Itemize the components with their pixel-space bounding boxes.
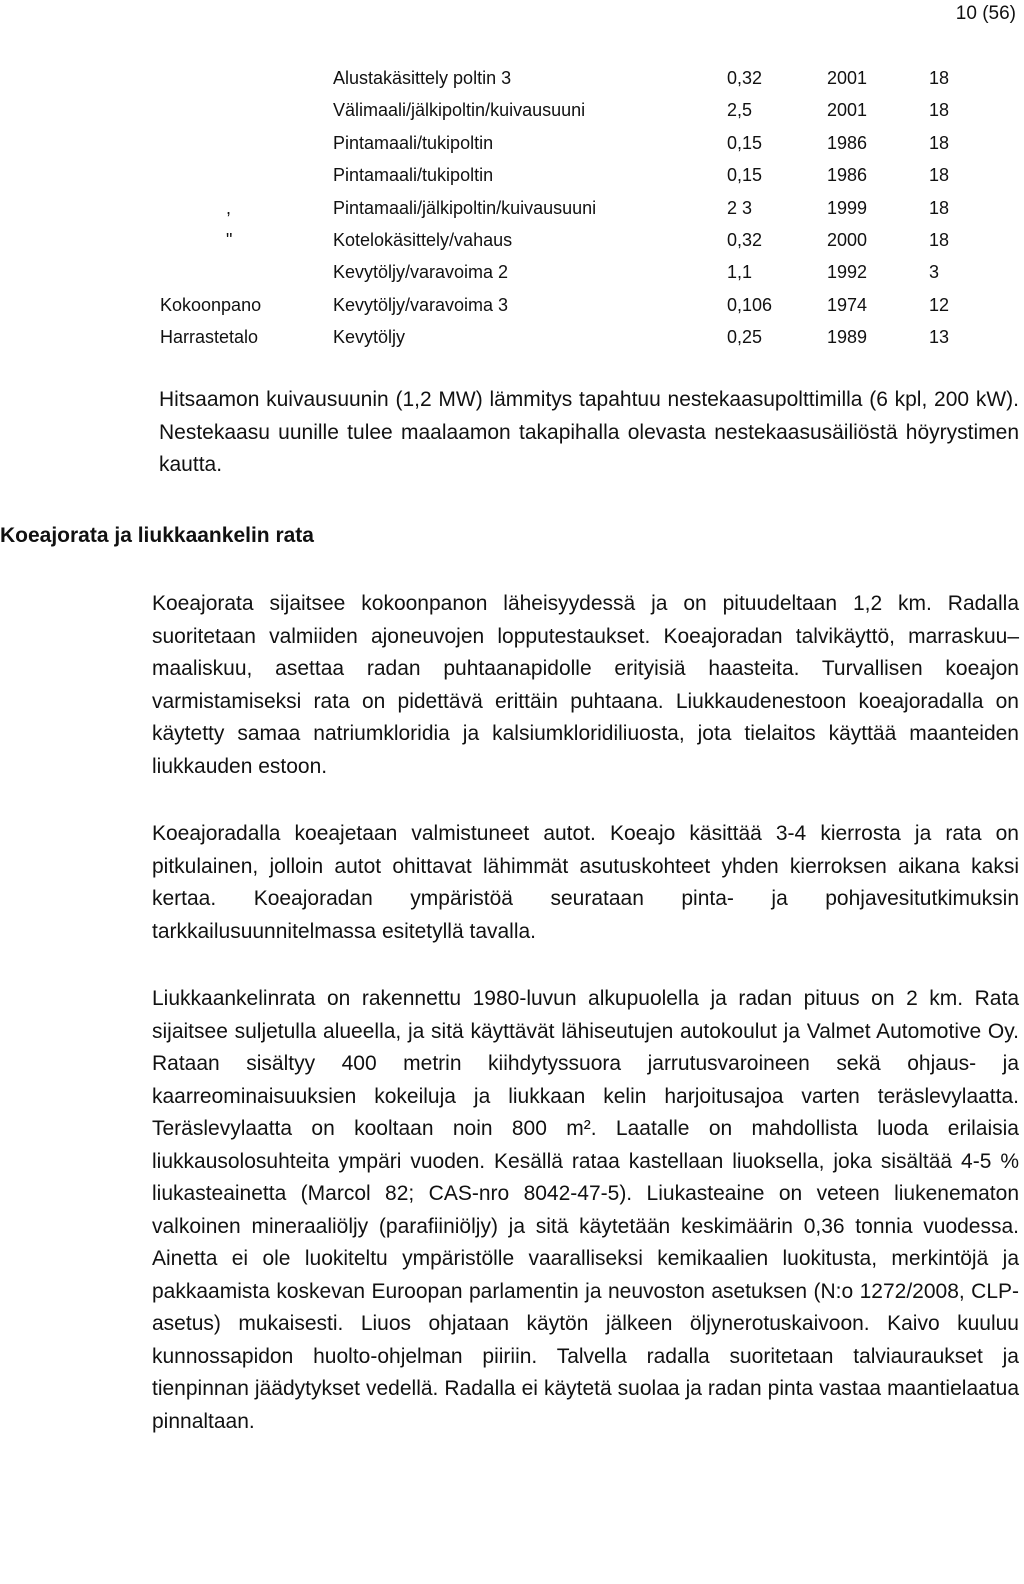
year-cell: 2001 bbox=[827, 100, 868, 121]
power-cell: 0,25 bbox=[727, 327, 763, 348]
hours-cell: 18 bbox=[929, 132, 950, 153]
year-cell: 1986 bbox=[827, 165, 868, 186]
table-row bbox=[0, 256, 1024, 288]
table-row bbox=[0, 321, 1024, 353]
year-cell: 1986 bbox=[827, 132, 868, 153]
table-row bbox=[0, 224, 1024, 256]
mark-cell: , bbox=[226, 197, 232, 218]
year-cell: 1999 bbox=[827, 197, 868, 218]
description-cell: Kevytöljy bbox=[333, 327, 406, 348]
table-row bbox=[0, 192, 1024, 224]
description-cell: Välimaali/jälkipoltin/kuivausuuni bbox=[333, 100, 586, 121]
hours-cell: 18 bbox=[929, 229, 950, 250]
paragraph-test-track: Koeajorata sijaitsee kokoonpanon läheisyydessä ja on pituudeltaan 1,2 km. Radalla suoritetaan valmiiden ajoneuvojen lopputestaukset. Koeajoradan talvikäyttö, marraskuu–maaliskuu, asettaa radan puhtaanapidolle erityisiä haasteita. Turvallisen koeajon varmistamiseksi rata on pidettävä erittäin puhtaana. Liukkaudenestoon koeajoradalla on käytetty samaa natriumkloridia ja kalsiumkloridiliuosta, jota tielaitos käyttää maanteiden liukkauden estoon. bbox=[152, 592, 1019, 778]
paragraph-test-drives: Koeajoradalla koeajetaan valmistuneet autot. Koeajo käsittää 3-4 kierrosta ja rata on pitkulainen, jolloin autot ohittavat lähimmät asutuskohteet yhden kierroksen aikana kaksi kertaa. Koeajoradan ympäristöä seurataan pinta- ja pohjavesitutkimuksin tarkkailusuunnitelmassa esitetyllä tavalla. bbox=[152, 822, 1019, 943]
hours-cell: 18 bbox=[929, 100, 950, 121]
power-cell: 0,32 bbox=[727, 229, 763, 250]
power-cell: 0,15 bbox=[727, 132, 763, 153]
hours-cell: 13 bbox=[929, 327, 950, 348]
paragraph-skid-track: Liukkaankelinrata on rakennettu 1980-luvun alkupuolella ja radan pituus on 2 km. Rata sijaitsee suljetulla alueella, ja sitä käyttävät lähiseutujen autokoulut ja Valmet Automotive Oy. Rataan sisältyy 400 metrin kiihdytyssuora jarrutusvaroineen sekä ohjaus- ja kaarreominaisuuksien kokeiluja ja liukkaan kelin harjoitusajoa varten teräslevylaatta. Teräslevylaatta on kooltaan noin 800 m². Laatalle on mahdollista luoda erilaisia liukkausolosuhteita ympäri vuoden. Kesällä rataa kastellaan liuoksella, joka sisältää 4-5 % liukasteainetta (Marcol 82; CAS-nro 8042-47-5). Liukasteaine on veteen liukenematon valkoinen mineraaliöljy (parafiiniöljy) ja sitä käytetään keskimäärin 0,36 tonnia vuodessa. Ainetta ei ole luokiteltu ympäristölle vaaralliseksi kemikaalien luokitusta, merkintöjä ja pakkaamista koskevan Euroopan parlamentin ja neuvoston asetuksen (N:o 1272/2008, CLP-asetus) mukaisesti. Liuos ohjataan käytön jälkeen öljynerotuskaivoon. Kaivo kuuluu kunnossapidon huolto-ohjelman piiriin. Talvella radalla suoritetaan talviauraukset ja tienpinnan jäädytykset vedellä. Radalla ei käytetä suolaa ja radan pinta vastaa maantielaatua pinnaltaan. bbox=[152, 987, 1019, 1433]
table-row bbox=[0, 94, 1024, 126]
hours-cell: 18 bbox=[929, 165, 950, 186]
section-heading: Koeajorata ja liukkaankelin rata bbox=[0, 524, 314, 547]
power-cell: 2 3 bbox=[727, 197, 753, 218]
power-cell: 0,106 bbox=[727, 294, 773, 315]
power-cell: 1,1 bbox=[727, 262, 753, 283]
year-cell: 2001 bbox=[827, 68, 868, 88]
description-cell: Pintamaali/tukipoltin bbox=[333, 165, 494, 186]
power-cell: 0,32 bbox=[727, 68, 763, 88]
year-cell: 1992 bbox=[827, 262, 868, 283]
table-row bbox=[0, 127, 1024, 159]
hours-cell: 3 bbox=[929, 262, 940, 283]
description-cell: Pintamaali/jälkipoltin/kuivausuuni bbox=[333, 197, 597, 218]
table-row bbox=[0, 62, 1024, 94]
group-cell: Kokoonpano bbox=[160, 294, 262, 315]
power-cell: 0,15 bbox=[727, 165, 763, 186]
table-row bbox=[0, 159, 1024, 191]
burner-table bbox=[0, 62, 1024, 354]
description-cell: Kotelokäsittely/vahaus bbox=[333, 229, 513, 250]
description-cell: Alustakäsittely poltin 3 bbox=[333, 68, 512, 88]
year-cell: 2000 bbox=[827, 229, 868, 250]
year-cell: 1974 bbox=[827, 294, 868, 315]
description-cell: Kevytöljy/varavoima 3 bbox=[333, 294, 509, 315]
page-number: 10 (56) bbox=[955, 3, 1016, 24]
description-cell: Kevytöljy/varavoima 2 bbox=[333, 262, 509, 283]
group-cell: Harrastetalo bbox=[160, 327, 259, 348]
mark-cell: " bbox=[226, 229, 233, 250]
hours-cell: 18 bbox=[929, 197, 950, 218]
description-cell: Pintamaali/tukipoltin bbox=[333, 132, 494, 153]
power-cell: 2,5 bbox=[727, 100, 753, 121]
section-body bbox=[152, 588, 1019, 1473]
hours-cell: 12 bbox=[929, 294, 950, 315]
table-row bbox=[0, 289, 1024, 321]
intro-paragraph: Hitsaamon kuivausuunin (1,2 MW) lämmitys tapahtuu nestekaasupolttimilla (6 kpl, 200 kW). Nestekaasu uunille tulee maalaamon takapihalla olevasta nestekaasusäiliöstä höyrystimen kautta. bbox=[159, 388, 1019, 476]
hours-cell: 18 bbox=[929, 68, 950, 88]
year-cell: 1989 bbox=[827, 327, 868, 348]
